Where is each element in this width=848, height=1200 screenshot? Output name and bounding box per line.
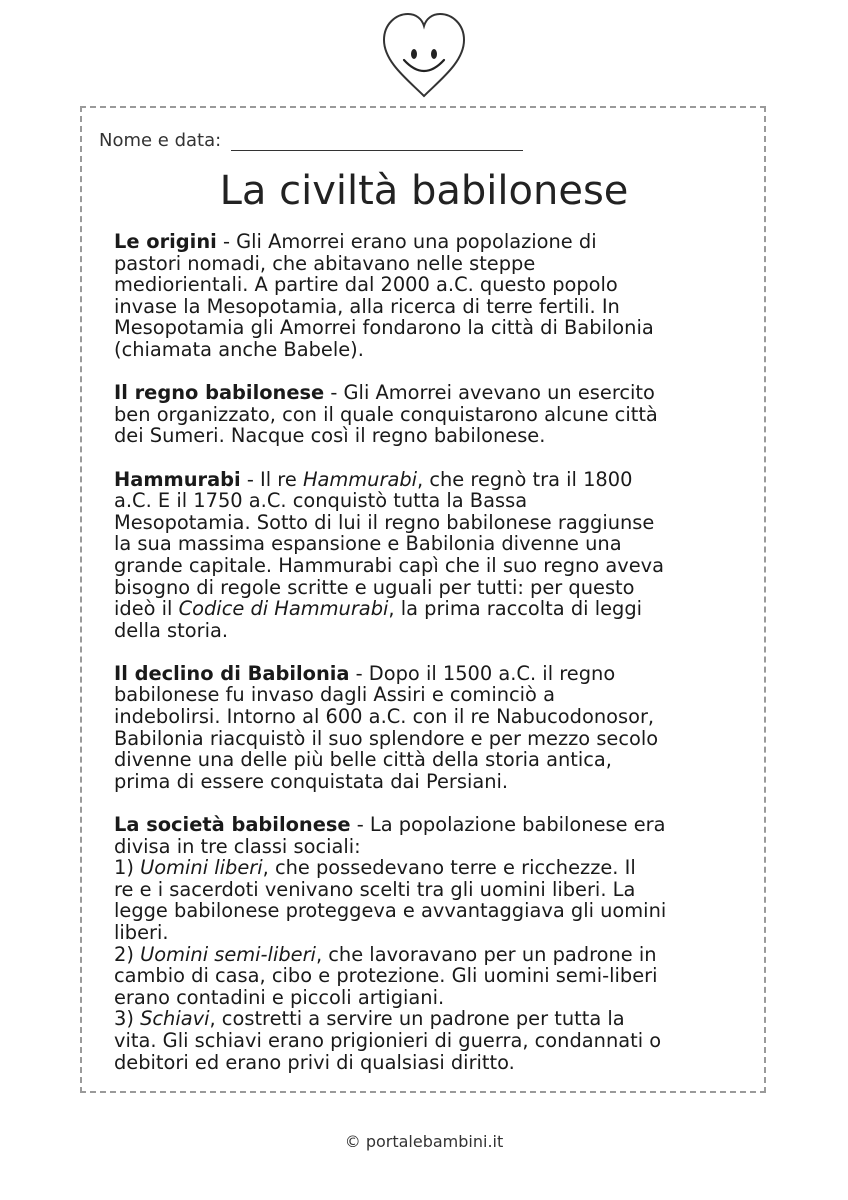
- section-line: Il declino di Babilonia - Dopo il 1500 a.C. il regno: [114, 661, 616, 685]
- section-line: erano contadini e piccoli artigiani.: [114, 985, 445, 1009]
- section-line: Babilonia riacquistò il suo splendore e per mezzo secolo: [114, 726, 659, 750]
- section-2: [114, 469, 736, 642]
- section-line: La società babilonese - La popolazione babilonese era: [114, 813, 666, 837]
- section-line: la sua massima espansione e Babilonia divenne una: [114, 532, 622, 556]
- section-line: a.C. E il 1750 a.C. conquistò tutta la Bassa: [114, 489, 528, 513]
- section-heading: Le origini: [114, 230, 217, 253]
- document-body: [114, 231, 736, 1095]
- section-heading: Il regno babilonese: [114, 381, 325, 405]
- section-heading: Hammurabi: [114, 467, 241, 491]
- section-1: [114, 382, 736, 447]
- section-line: babilonese fu invaso dagli Assiri e cominciò a: [114, 683, 555, 707]
- section-line: invase la Mesopotamia, alla ricerca di terre fertili. In: [114, 294, 620, 318]
- section-line: indebolirsi. Intorno al 600 a.C. con il re Nabucodonosor,: [114, 705, 655, 729]
- italic-term: Codice di Hammurabi: [178, 597, 389, 621]
- section-3: [114, 663, 736, 793]
- section-line: 1) Uomini liberi, che possedevano terre e ricchezze. Il: [114, 856, 636, 880]
- section-line: Mesopotamia gli Amorrei fondarono la città di Babilonia: [114, 316, 654, 340]
- section-line: prima di essere conquistata dai Persiani.: [114, 769, 509, 793]
- section-0: [114, 231, 736, 361]
- section-line: liberi.: [114, 921, 169, 944]
- italic-term: Uomini semi-liberi: [140, 942, 316, 966]
- name-date-row: [99, 130, 523, 151]
- section-line: (chiamata anche Babele).: [114, 337, 364, 361]
- section-line: ben organizzato, con il quale conquistarono alcune città: [114, 402, 658, 426]
- italic-term: Schiavi: [140, 1007, 210, 1031]
- section-line: della storia.: [114, 618, 229, 642]
- section-line: grande capitale. Hammurabi capì che il suo regno aveva: [114, 553, 665, 577]
- section-line: divisa in tre classi sociali:: [114, 834, 361, 858]
- section-line: mediorientali. A partire dal 2000 a.C. questo popolo: [114, 273, 618, 297]
- name-date-blank-line[interactable]: [231, 130, 523, 151]
- section-line: pastori nomadi, che abitavano nelle steppe: [114, 251, 536, 275]
- section-line: re e i sacerdoti venivano scelti tra gli uomini liberi. La: [114, 877, 636, 901]
- section-line: Mesopotamia. Sotto di lui il regno babilonese raggiunse: [114, 510, 655, 534]
- section-line: Le origini - Gli Amorrei erano una popolazione di: [114, 230, 597, 253]
- section-line: debitori ed erano privi di qualsiasi diritto.: [114, 1050, 515, 1074]
- section-4: [114, 814, 736, 1073]
- page-title: La civiltà babilonese: [219, 168, 629, 214]
- section-line: cambio di casa, cibo e protezione. Gli uomini semi-liberi: [114, 964, 658, 988]
- section-line: 3) Schiavi, costretti a servire un padrone per tutta la: [114, 1007, 625, 1031]
- section-line: dei Sumeri. Nacque così il regno babilonese.: [114, 424, 546, 448]
- italic-term: Hammurabi: [302, 467, 418, 491]
- section-line: vita. Gli schiavi erano prigionieri di guerra, condannati o: [114, 1028, 662, 1052]
- section-line: 2) Uomini semi-liberi, che lavoravano per un padrone in: [114, 942, 657, 966]
- name-date-label: Nome e data:: [99, 130, 222, 151]
- smiley-heart-icon: [380, 10, 468, 100]
- italic-term: Uomini liberi: [140, 856, 263, 880]
- section-heading: La società babilonese: [114, 813, 351, 837]
- section-line: Il regno babilonese - Gli Amorrei avevano un esercito: [114, 381, 655, 405]
- section-line: ideò il Codice di Hammurabi, la prima raccolta di leggi: [114, 597, 643, 621]
- section-line: legge babilonese proteggeva e avvantaggiava gli uomini: [114, 899, 667, 923]
- section-line: divenne una delle più belle città della storia antica,: [114, 748, 612, 772]
- copyright-footer: © portalebambini.it: [344, 1132, 504, 1151]
- section-line: bisogno di regole scritte e uguali per tutti: per questo: [114, 575, 635, 599]
- section-line: Hammurabi - Il re Hammurabi, che regnò tra il 1800: [114, 467, 633, 491]
- section-heading: Il declino di Babilonia: [114, 661, 350, 685]
